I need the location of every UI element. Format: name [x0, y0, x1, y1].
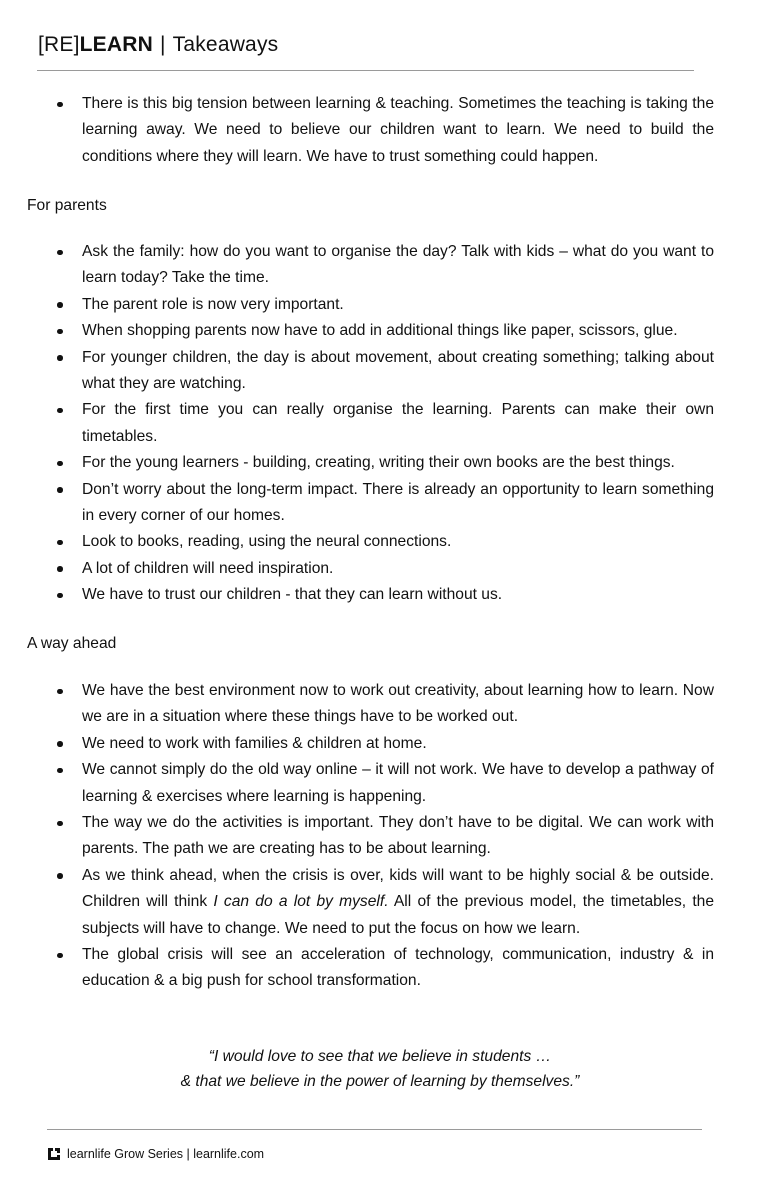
closing-quote — [40, 1044, 720, 1094]
parents-list — [50, 239, 714, 609]
list-item: The parent role is now very important. — [50, 292, 714, 318]
footer-text: learnlife Grow Series | learnlife.com — [67, 1147, 265, 1161]
section-heading-parents: For parents — [27, 197, 107, 214]
list-item: Ask the family: how do you want to organise the day? Talk with kids – what do you want to learn today? Take the time. — [50, 239, 714, 292]
item-text: All of the previous model, the timetables, the subjects will have to change. We need to put the focus on how we learn. — [82, 893, 714, 937]
brand-learn: LEARN — [79, 33, 153, 56]
list-item: For the first time you can really organise the learning. Parents can make their own timetables. — [50, 397, 714, 450]
item-text: As we think ahead, when the crisis is over, kids will want to be highly social & be outside. Children will think — [82, 866, 714, 911]
brand-bracket: [RE] — [38, 33, 80, 56]
footer — [47, 1145, 264, 1163]
quote-line-2: & that we believe in the power of learning by themselves.” — [180, 1073, 580, 1090]
list-item: For the young learners - building, creating, writing their own books are the best things. — [50, 450, 714, 476]
section-heading-way-ahead: A way ahead — [27, 635, 117, 652]
footer-divider — [47, 1129, 702, 1130]
header-divider — [37, 70, 694, 71]
document-header — [38, 30, 278, 60]
list-item: We have to trust our children - that they can learn without us. — [50, 582, 714, 608]
list-item: The global crisis will see an acceleration of technology, communication, industry & in education & a big push for school transformation. — [50, 942, 714, 995]
way-ahead-list — [50, 678, 714, 995]
list-item: We need to work with families & children at home. — [50, 731, 714, 757]
quote-line-1: “I would love to see that we believe in students … — [208, 1048, 552, 1065]
list-item: When shopping parents now have to add in additional things like paper, scissors, glue. — [50, 318, 714, 344]
learnlife-logo-icon — [47, 1147, 61, 1161]
intro-list — [50, 91, 714, 170]
list-item: The way we do the activities is important. They don’t have to be digital. We can work with parents. The path we are creating has to be about learning. — [50, 810, 714, 863]
list-item: A lot of children will need inspiration. — [50, 556, 714, 582]
list-item — [50, 863, 714, 942]
item-italic-text: I can do a lot by myself. — [213, 893, 389, 911]
list-item: We have the best environment now to work out creativity, about learning how to learn. Now we are in a situation where these things have to be worked out. — [50, 678, 714, 731]
header-separator: | — [160, 33, 166, 56]
list-item: There is this big tension between learning & teaching. Sometimes the teaching is taking the learning away. We need to believe our children want to learn. We need to build the conditions where they will learn. We have to trust something could happen. — [50, 91, 714, 170]
list-item: We cannot simply do the old way online – it will not work. We have to develop a pathway of learning & exercises where learning is happening. — [50, 757, 714, 810]
page-title: Takeaways — [172, 33, 279, 56]
list-item: Don’t worry about the long-term impact. There is already an opportunity to learn something in every corner of our homes. — [50, 477, 714, 530]
list-item: Look to books, reading, using the neural connections. — [50, 529, 714, 555]
list-item: For younger children, the day is about movement, about creating something; talking about what they are watching. — [50, 345, 714, 398]
